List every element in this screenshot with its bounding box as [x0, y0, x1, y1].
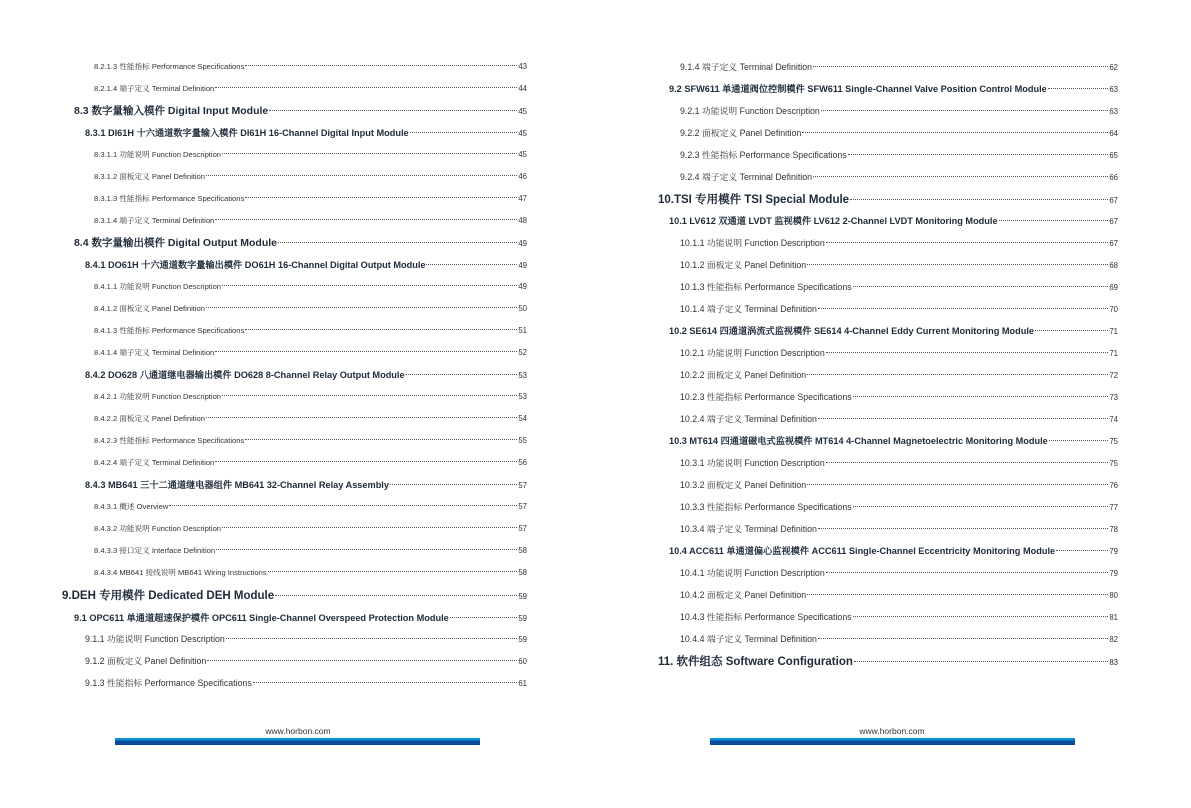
- toc-entry[interactable]: [680, 126, 1118, 140]
- toc-entry-page: 49: [518, 239, 527, 248]
- toc-leader: [245, 329, 517, 330]
- toc-entry-page: 78: [1109, 525, 1118, 534]
- toc-entry-page: 49: [518, 282, 527, 291]
- toc-leader: [999, 220, 1109, 221]
- toc-leader: [406, 374, 518, 375]
- toc-entry-page: 71: [1109, 349, 1118, 358]
- toc-entry-page: 56: [518, 458, 527, 467]
- toc-entry[interactable]: [94, 170, 527, 184]
- toc-entry[interactable]: [669, 214, 1118, 228]
- toc-entry-page: 59: [518, 592, 527, 601]
- toc-entry-title: 10.3.3 性能指标 Performance Specifications: [680, 502, 852, 512]
- toc-entry-title: 10.3.4 端子定义 Terminal Definition: [680, 524, 817, 534]
- toc-leader: [426, 264, 517, 265]
- toc-entry[interactable]: [680, 346, 1118, 360]
- toc-entry[interactable]: [94, 192, 527, 206]
- toc-entry-page: 45: [518, 107, 527, 116]
- toc-entry-title: 9.1.4 端子定义 Terminal Definition: [680, 62, 813, 72]
- toc-entry-page: 44: [518, 84, 527, 93]
- toc-entry[interactable]: [94, 214, 527, 228]
- toc-leader: [215, 87, 517, 88]
- toc-entry[interactable]: [94, 412, 527, 426]
- toc-entry-title: 8.4.1.2 面板定义 Panel Definition: [94, 304, 206, 313]
- toc-entry-page: 52: [518, 348, 527, 357]
- toc-entry-page: 53: [518, 371, 527, 380]
- toc-entry-page: 70: [1109, 305, 1118, 314]
- toc-entry-title: 10.4.4 端子定义 Terminal Definition: [680, 634, 817, 644]
- toc-entry-page: 51: [518, 326, 527, 335]
- footer-bar: [115, 738, 480, 745]
- toc-entry-title: 8.3.1 DI61H 十六通道数字量输入模件 DI61H 16-Channel Digital Input Module: [85, 128, 409, 138]
- toc-entry-title: 9.2 SFW611 单通道阀位控制模件 SFW611 Single-Channel Valve Position Control Module: [669, 84, 1047, 94]
- toc-entry-page: 74: [1109, 415, 1118, 424]
- toc-leader: [853, 286, 1109, 287]
- toc-entry[interactable]: [669, 82, 1118, 96]
- toc-entry-page: 79: [1109, 547, 1118, 556]
- toc-leader: [215, 461, 517, 462]
- toc-entry-title: 11. 软件组态 Software Configuration: [658, 656, 853, 668]
- toc-entry[interactable]: [85, 258, 527, 272]
- toc-entry-page: 48: [518, 216, 527, 225]
- toc-entry[interactable]: [680, 522, 1118, 536]
- toc-entry-page: 64: [1109, 129, 1118, 138]
- toc-leader: [410, 132, 518, 133]
- toc-leader: [226, 638, 517, 639]
- toc-entry[interactable]: [85, 368, 527, 382]
- toc-entry-title: 9.2.1 功能说明 Function Description: [680, 106, 820, 116]
- toc-entry-page: 81: [1109, 613, 1118, 622]
- toc-entry-page: 45: [518, 129, 527, 138]
- right-page: [596, 0, 1191, 808]
- toc-entry-title: 10.TSI 专用模件 TSI Special Module: [658, 194, 850, 206]
- toc-entry-title: 8.4.3.3 接口定义 Interface Definition: [94, 546, 216, 555]
- toc-entry[interactable]: [680, 610, 1118, 624]
- toc-leader: [222, 285, 517, 286]
- toc-entry[interactable]: [94, 522, 527, 536]
- toc-leader: [853, 396, 1109, 397]
- toc-entry[interactable]: [94, 60, 527, 74]
- toc-entry-page: 59: [518, 614, 527, 623]
- toc-entry-page: 54: [518, 414, 527, 423]
- toc-entry[interactable]: [85, 126, 527, 140]
- toc-leader: [450, 617, 518, 618]
- toc-leader: [215, 351, 517, 352]
- toc-entry[interactable]: [62, 589, 527, 603]
- toc-leader: [268, 571, 518, 572]
- toc-leader: [390, 484, 517, 485]
- toc-entry[interactable]: [680, 170, 1118, 184]
- toc-entry-title: 10.4.3 性能指标 Performance Specifications: [680, 612, 852, 622]
- toc-leader: [818, 528, 1108, 529]
- toc-entry[interactable]: [94, 434, 527, 448]
- toc-entry[interactable]: [658, 193, 1118, 207]
- toc-entry-title: 10.1.2 面板定义 Panel Definition: [680, 260, 807, 270]
- toc-entry[interactable]: [669, 544, 1118, 558]
- toc-entry-title: 8.3.1.2 面板定义 Panel Definition: [94, 172, 206, 181]
- toc-entry[interactable]: [680, 588, 1118, 602]
- toc-entry[interactable]: [658, 655, 1118, 669]
- toc-entry-title: 8.2.1.4 端子定义 Terminal Definition: [94, 84, 215, 93]
- toc-entry-title: 10.4.2 面板定义 Panel Definition: [680, 590, 807, 600]
- toc-entry-page: 80: [1109, 591, 1118, 600]
- toc-leader: [216, 549, 517, 550]
- toc-entry[interactable]: [680, 500, 1118, 514]
- toc-entry[interactable]: [74, 236, 527, 250]
- toc-leader: [1035, 330, 1108, 331]
- toc-entry-page: 67: [1109, 217, 1118, 226]
- toc-entry-page: 57: [518, 524, 527, 533]
- toc-entry-title: 9.1.3 性能指标 Performance Specifications: [85, 678, 252, 688]
- toc-entry-page: 73: [1109, 393, 1118, 402]
- toc-entry-title: 8.4 数字量输出模件 Digital Output Module: [74, 237, 277, 249]
- toc-entry-page: 63: [1109, 85, 1118, 94]
- toc-entry-page: 62: [1109, 63, 1118, 72]
- toc-leader: [802, 132, 1108, 133]
- toc-entry-page: 55: [518, 436, 527, 445]
- toc-entry-page: 57: [518, 481, 527, 490]
- toc-leader: [807, 264, 1108, 265]
- toc-entry-title: 8.2.1.3 性能指标 Performance Specifications: [94, 62, 245, 71]
- toc-entry[interactable]: [680, 478, 1118, 492]
- toc-entry-title: 9.2.2 面板定义 Panel Definition: [680, 128, 802, 138]
- left-page: [0, 0, 595, 808]
- toc-entry[interactable]: [94, 456, 527, 470]
- toc-entry-title: 8.4.1.4 端子定义 Terminal Definition: [94, 348, 215, 357]
- toc-entry-page: 83: [1109, 658, 1118, 667]
- toc-entry-title: 8.4.2.1 功能说明 Function Description: [94, 392, 222, 401]
- footer-url[interactable]: www.horbon.com: [265, 726, 331, 736]
- toc-entry-page: 68: [1109, 261, 1118, 270]
- toc-entry[interactable]: [680, 104, 1118, 118]
- toc-entry[interactable]: [94, 346, 527, 360]
- toc-entry[interactable]: [680, 368, 1118, 382]
- toc-entry-title: 8.4.3.4 MB641 接线说明 MB641 Wiring Instructions: [94, 568, 267, 577]
- toc-leader: [269, 110, 517, 111]
- toc-entry-title: 8.4.2.2 面板定义 Panel Definition: [94, 414, 206, 423]
- toc-entry-title: 10.1 LV612 双通道 LVDT 监视模件 LV612 2-Channel LVDT Monitoring Module: [669, 216, 998, 226]
- toc-entry-title: 9.1.2 面板定义 Panel Definition: [85, 656, 207, 666]
- toc-entry-title: 10.3.2 面板定义 Panel Definition: [680, 480, 807, 490]
- toc-leader: [807, 594, 1108, 595]
- toc-entry-title: 8.4.2.4 端子定义 Terminal Definition: [94, 458, 215, 467]
- toc-entry-title: 8.3.1.1 功能说明 Function Description: [94, 150, 222, 159]
- toc-entry-title: 10.2.1 功能说明 Function Description: [680, 348, 825, 358]
- toc-entry-title: 8.3.1.3 性能指标 Performance Specifications: [94, 194, 245, 203]
- toc-leader: [215, 219, 517, 220]
- toc-entry[interactable]: [94, 302, 527, 316]
- toc-leader: [813, 176, 1108, 177]
- toc-entry[interactable]: [94, 566, 527, 580]
- toc-entry-title: 8.4.1.3 性能指标 Performance Specifications: [94, 326, 245, 335]
- toc-entry-page: 82: [1109, 635, 1118, 644]
- toc-entry-title: 8.4.2.3 性能指标 Performance Specifications: [94, 436, 245, 445]
- toc-leader: [807, 484, 1108, 485]
- toc-entry-title: 9.2.4 端子定义 Terminal Definition: [680, 172, 813, 182]
- toc-leader: [854, 661, 1108, 662]
- toc-leader: [853, 506, 1109, 507]
- toc-entry-title: 8.4.2 DO628 八通道继电器输出模件 DO628 8-Channel Relay Output Module: [85, 370, 405, 380]
- toc-entry-page: 76: [1109, 481, 1118, 490]
- toc-entry-title: 9.1 OPC611 单通道超速保护模件 OPC611 Single-Channel Overspeed Protection Module: [74, 613, 449, 623]
- toc-entry-page: 69: [1109, 283, 1118, 292]
- toc-entry[interactable]: [94, 544, 527, 558]
- toc-entry-page: 65: [1109, 151, 1118, 160]
- toc-entry[interactable]: [680, 456, 1118, 470]
- toc-leader: [821, 110, 1108, 111]
- toc-entry-page: 77: [1109, 503, 1118, 512]
- toc-entry-title: 8.4.3 MB641 三十二通道继电器组件 MB641 32-Channel Relay Assembly: [85, 480, 389, 490]
- toc-entry-title: 8.4.1.1 功能说明 Function Description: [94, 282, 222, 291]
- footer-url[interactable]: www.horbon.com: [859, 726, 925, 736]
- toc-leader: [826, 572, 1109, 573]
- toc-entry[interactable]: [680, 632, 1118, 646]
- toc-leader: [818, 308, 1108, 309]
- toc-leader: [169, 505, 517, 506]
- toc-entry-title: 10.2.3 性能指标 Performance Specifications: [680, 392, 852, 402]
- toc-entry-title: 10.1.4 端子定义 Terminal Definition: [680, 304, 817, 314]
- toc-entry[interactable]: [680, 302, 1118, 316]
- toc-entry-page: 79: [1109, 569, 1118, 578]
- toc-leader: [206, 307, 517, 308]
- toc-entry[interactable]: [94, 324, 527, 338]
- toc-leader: [1049, 440, 1109, 441]
- toc-entry-page: 67: [1109, 239, 1118, 248]
- toc-entry-title: 10.2.4 端子定义 Terminal Definition: [680, 414, 817, 424]
- toc-leader: [222, 527, 517, 528]
- toc-entry-title: 10.4 ACC611 单通道偏心监视模件 ACC611 Single-Channel Eccentricity Monitoring Module: [669, 546, 1056, 556]
- toc-leader: [278, 242, 517, 243]
- toc-entry[interactable]: [669, 324, 1118, 338]
- footer-bar: [710, 738, 1075, 745]
- toc-entry-page: 71: [1109, 327, 1118, 336]
- toc-entry-title: 9.2.3 性能指标 Performance Specifications: [680, 150, 847, 160]
- toc-entry[interactable]: [680, 258, 1118, 272]
- toc-entry[interactable]: [94, 390, 527, 404]
- toc-entry-page: 57: [518, 502, 527, 511]
- toc-entry[interactable]: [680, 148, 1118, 162]
- toc-entry-title: 10.3 MT614 四通道磁电式监视模件 MT614 4-Channel Magnetoelectric Monitoring Module: [669, 436, 1048, 446]
- toc-entry-page: 63: [1109, 107, 1118, 116]
- toc-entry-title: 10.4.1 功能说明 Function Description: [680, 568, 825, 578]
- toc-leader: [222, 153, 517, 154]
- toc-entry-page: 72: [1109, 371, 1118, 380]
- toc-leader: [850, 199, 1108, 200]
- toc-entry-title: 8.4.3.2 功能说明 Function Description: [94, 524, 222, 533]
- toc-leader: [818, 418, 1108, 419]
- toc-leader: [853, 616, 1109, 617]
- toc-leader: [807, 374, 1108, 375]
- toc-leader: [206, 417, 517, 418]
- toc-leader: [826, 352, 1109, 353]
- toc-entry-page: 58: [518, 546, 527, 555]
- toc-entry[interactable]: [680, 236, 1118, 250]
- toc-entry-title: 10.1.3 性能指标 Performance Specifications: [680, 282, 852, 292]
- toc-entry-title: 8.3 数字量输入模件 Digital Input Module: [74, 105, 269, 117]
- toc-entry-page: 45: [518, 150, 527, 159]
- toc-entry[interactable]: [680, 60, 1118, 74]
- toc-leader: [245, 197, 517, 198]
- toc-entry-title: 8.3.1.4 端子定义 Terminal Definition: [94, 216, 215, 225]
- toc-leader: [848, 154, 1109, 155]
- toc-entry-page: 47: [518, 194, 527, 203]
- toc-entry-title: 10.2 SE614 四通道涡流式监视模件 SE614 4-Channel Eddy Current Monitoring Module: [669, 326, 1035, 336]
- toc-entry-page: 66: [1109, 173, 1118, 182]
- toc-leader: [253, 682, 518, 683]
- toc-leader: [207, 660, 517, 661]
- toc-entry-title: 10.3.1 功能说明 Function Description: [680, 458, 825, 468]
- toc-leader: [275, 595, 517, 596]
- toc-entry-page: 75: [1109, 437, 1118, 446]
- toc-entry[interactable]: [680, 280, 1118, 294]
- toc-entry-page: 53: [518, 392, 527, 401]
- toc-entry-page: 61: [518, 679, 527, 688]
- toc-entry[interactable]: [94, 148, 527, 162]
- toc-entry-page: 67: [1109, 196, 1118, 205]
- toc-entry[interactable]: [680, 566, 1118, 580]
- toc-entry[interactable]: [85, 654, 527, 668]
- toc-entry-page: 50: [518, 304, 527, 313]
- toc-leader: [826, 462, 1109, 463]
- toc-leader: [1048, 88, 1109, 89]
- toc-leader: [245, 65, 517, 66]
- toc-entry-title: 8.4.3.1 概述 Overview: [94, 502, 169, 511]
- toc-entry[interactable]: [94, 280, 527, 294]
- toc-leader: [206, 175, 517, 176]
- toc-entry-page: 43: [518, 62, 527, 71]
- toc-leader: [826, 242, 1109, 243]
- toc-entry-title: 10.2.2 面板定义 Panel Definition: [680, 370, 807, 380]
- toc-entry-page: 49: [518, 261, 527, 270]
- toc-entry-title: 9.DEH 专用模件 Dedicated DEH Module: [62, 590, 275, 602]
- toc-leader: [245, 439, 517, 440]
- toc-entry-title: 8.4.1 DO61H 十六通道数字量输出模件 DO61H 16-Channel Digital Output Module: [85, 260, 426, 270]
- toc-entry[interactable]: [85, 478, 527, 492]
- toc-entry[interactable]: [94, 500, 527, 514]
- toc-leader: [813, 66, 1108, 67]
- toc-leader: [818, 638, 1108, 639]
- toc-entry-title: 9.1.1 功能说明 Function Description: [85, 634, 225, 644]
- toc-entry[interactable]: [85, 676, 527, 690]
- toc-entry-page: 60: [518, 657, 527, 666]
- toc-entry[interactable]: [680, 412, 1118, 426]
- toc-leader: [222, 395, 517, 396]
- toc-entry[interactable]: [85, 632, 527, 646]
- toc-entry[interactable]: [74, 611, 527, 625]
- toc-entry[interactable]: [680, 390, 1118, 404]
- toc-entry-page: 75: [1109, 459, 1118, 468]
- toc-entry[interactable]: [669, 434, 1118, 448]
- toc-entry-title: 10.1.1 功能说明 Function Description: [680, 238, 825, 248]
- toc-entry-page: 46: [518, 172, 527, 181]
- toc-entry[interactable]: [74, 104, 527, 118]
- toc-leader: [1056, 550, 1108, 551]
- toc-entry[interactable]: [94, 82, 527, 96]
- toc-entry-page: 58: [518, 568, 527, 577]
- toc-entry-page: 59: [518, 635, 527, 644]
